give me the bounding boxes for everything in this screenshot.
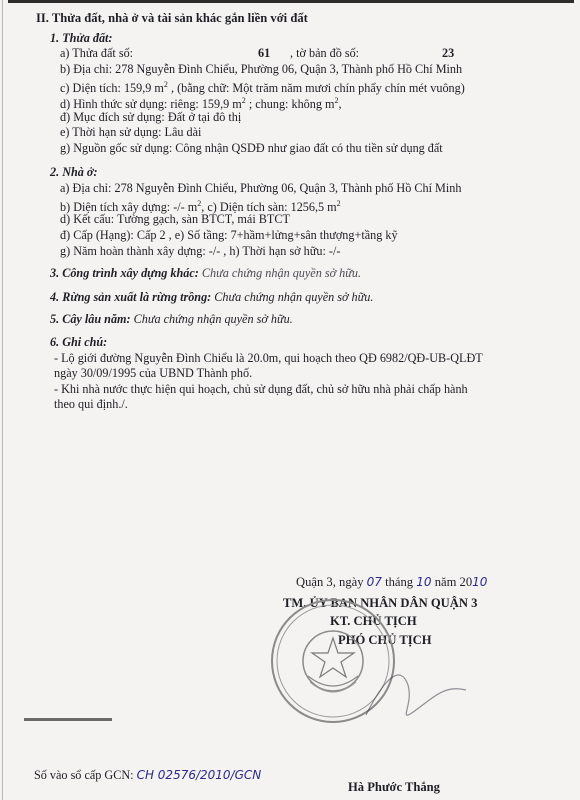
land-area: c) Diện tích: 159,9 $m^2$ , (bằng chữ: Một trăm năm mươi chín phẩy chín mét vuông): [60, 80, 465, 96]
house-address: a) Địa chỉ: 278 Nguyễn Đình Chiểu, Phường 06, Quận 3, Thành phố Hồ Chí Minh: [60, 181, 462, 195]
other-constructions: 3. Công trình xây dựng khác: Chưa chứng nhận quyền sở hữu.: [50, 266, 362, 280]
note-line: - Lộ giới đường Nguyễn Đình Chiểu là 20.0m, qui hoạch theo QĐ 6982/QĐ-UB-QLĐT: [54, 351, 483, 365]
note-line: - Khi nhà nước thực hiện qui hoạch, chủ sử dụng đất, chủ sở hữu nhà phải chấp hành: [54, 382, 468, 396]
issue-year: 10: [472, 575, 488, 589]
signing-authority: KT. CHỦ TỊCH: [330, 614, 417, 628]
land-map-label: , tờ bản đồ số:: [290, 46, 360, 60]
top-border: [8, 0, 574, 3]
signer-name: Hà Phước Thắng: [348, 780, 440, 794]
signing-organization: TM. ỦY BAN NHÂN DÂN QUẬN 3: [283, 596, 478, 610]
land-address: b) Địa chỉ: 278 Nguyễn Đình Chiểu, Phường 06, Quận 3, Thành phố Hồ Chí Minh: [60, 62, 463, 76]
planted-forest: 4. Rừng sản xuất là rừng trồng: Chưa chứng nhận quyền sở hữu.: [50, 290, 374, 304]
house-areas: b) Diện tích xây dựng: -/- $m^2$, c) Diện tích sàn: 1256,5 $m^2$: [60, 199, 341, 215]
notes-title: 6. Ghi chú:: [50, 335, 108, 349]
land-use-form: d) Hình thức sử dụng: riêng: 159,9 $m^2$ ; chung: không $m^2$,: [60, 96, 342, 112]
land-map-number: 23: [442, 46, 455, 60]
issue-date: Quận 3, ngày 07 tháng 10 năm 2010: [296, 575, 488, 589]
house-grade-floors: đ) Cấp (Hạng): Cấp 2 , e) Số tầng: 7+hầm+lửng+sân thượng+tầng kỹ: [60, 228, 398, 242]
registry-number: Số vào sổ cấp GCN: CH 02576/2010/GCN: [34, 768, 262, 782]
land-origin: g) Nguồn gốc sử dụng: Công nhận QSDĐ như giao đất có thu tiền sử dụng đất: [60, 141, 443, 155]
section-header: II. Thửa đất, nhà ở và tài sản khác gắn liền với đất: [36, 11, 308, 25]
house-title: 2. Nhà ở:: [50, 165, 98, 179]
note-line: ngày 30/09/1995 của UBND Thành phố.: [54, 366, 253, 380]
page-edge: [2, 0, 3, 800]
house-year-term: g) Năm hoàn thành xây dựng: -/- , h) Thời hạn sở hữu: -/-: [60, 244, 341, 258]
house-structure: d) Kết cấu: Tường gạch, sàn BTCT, mái BTCT: [60, 212, 290, 226]
land-parcel-label: a) Thửa đất số:: [60, 46, 134, 60]
issue-day: 07: [366, 575, 382, 589]
land-term: e) Thời hạn sử dụng: Lâu dài: [60, 125, 202, 139]
signer-role: PHÓ CHỦ TỊCH: [338, 633, 432, 647]
land-purpose: đ) Mục đích sử dụng: Đất ở tại đô thị: [60, 110, 242, 124]
land-title: 1. Thửa đất:: [50, 31, 113, 45]
handwritten-signature: [356, 655, 476, 735]
perennial-trees: 5. Cây lâu năm: Chưa chứng nhận quyền sở hữu.: [50, 312, 293, 326]
issue-month: 10: [416, 575, 432, 589]
registry-handwritten-number: CH 02576/2010/GCN: [136, 768, 262, 782]
land-parcel-number: 61: [258, 46, 271, 60]
note-line: theo qui định./.: [54, 397, 128, 411]
divider-mark: [24, 718, 112, 721]
